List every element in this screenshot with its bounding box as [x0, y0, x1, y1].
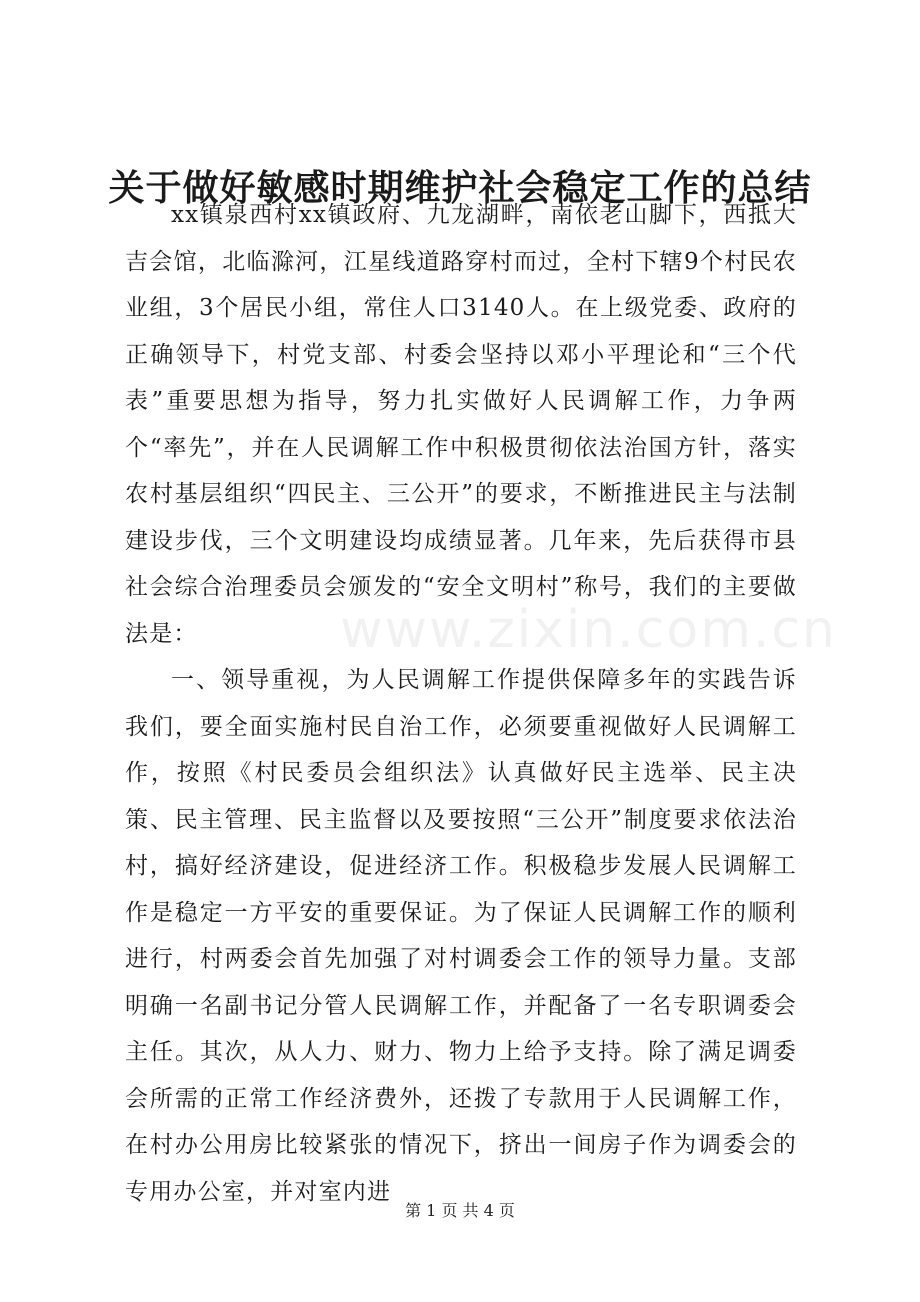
paragraph-intro: xx镇泉西村xx镇政府、九龙湖畔，南依老山脚下，西抵大吉会馆，北临滁河，江星线道路穿村而过，全村下辖9个村民农业组，3个居民小组，常住人口3140人。在上级党委、政府的正确领导下，村党支部、村委会坚持以邓小平理论和“三个代表”重要思想为指导，努力扎实做好人民调解工作，力争两个“率先”，并在人民调解工作中积极贯彻依法治国方针，落实农村基层组织“四民主、三公开”的要求，不断推进民主与法制建设步伐，三个文明建设均成绩显著。几年来，先后获得市县社会综合治理委员会颁发的“安全文明村”称号，我们的主要做法是： [125, 202, 797, 647]
page-footer: 第 1 页 共 4 页 [405, 1201, 515, 1220]
document-body [125, 192, 797, 1215]
paragraph-section-one: 一、领导重视，为人民调解工作提供保障多年的实践告诉我们，要全面实施村民自治工作，必须要重视做好人民调解工作，按照《村民委员会组织法》认真做好民主选举、民主决策、民主管理、民主监督以及要按照“三公开”制度要求依法治村，搞好经济建设，促进经济工作。积极稳步发展人民调解工作是稳定一方平安的重要保证。为了保证人民调解工作的顺利进行，村两委会首先加强了对村调委会工作的领导力量。支部明确一名副书记分管人民调解工作，并配备了一名专职调委会主任。其次，从人力、财力、物力上给予支持。除了满足调委会所需的正常工作经济费外，还拨了专款用于人民调解工作，在村办公用房比较紧张的情况下，挤出一间房子作为调委会的专用办公室，并对室内进 [125, 667, 797, 1205]
document-title: 关于做好敏感时期维护社会稳定工作的总结 [108, 167, 812, 209]
watermark: www.zixin.com.cn [340, 600, 837, 660]
